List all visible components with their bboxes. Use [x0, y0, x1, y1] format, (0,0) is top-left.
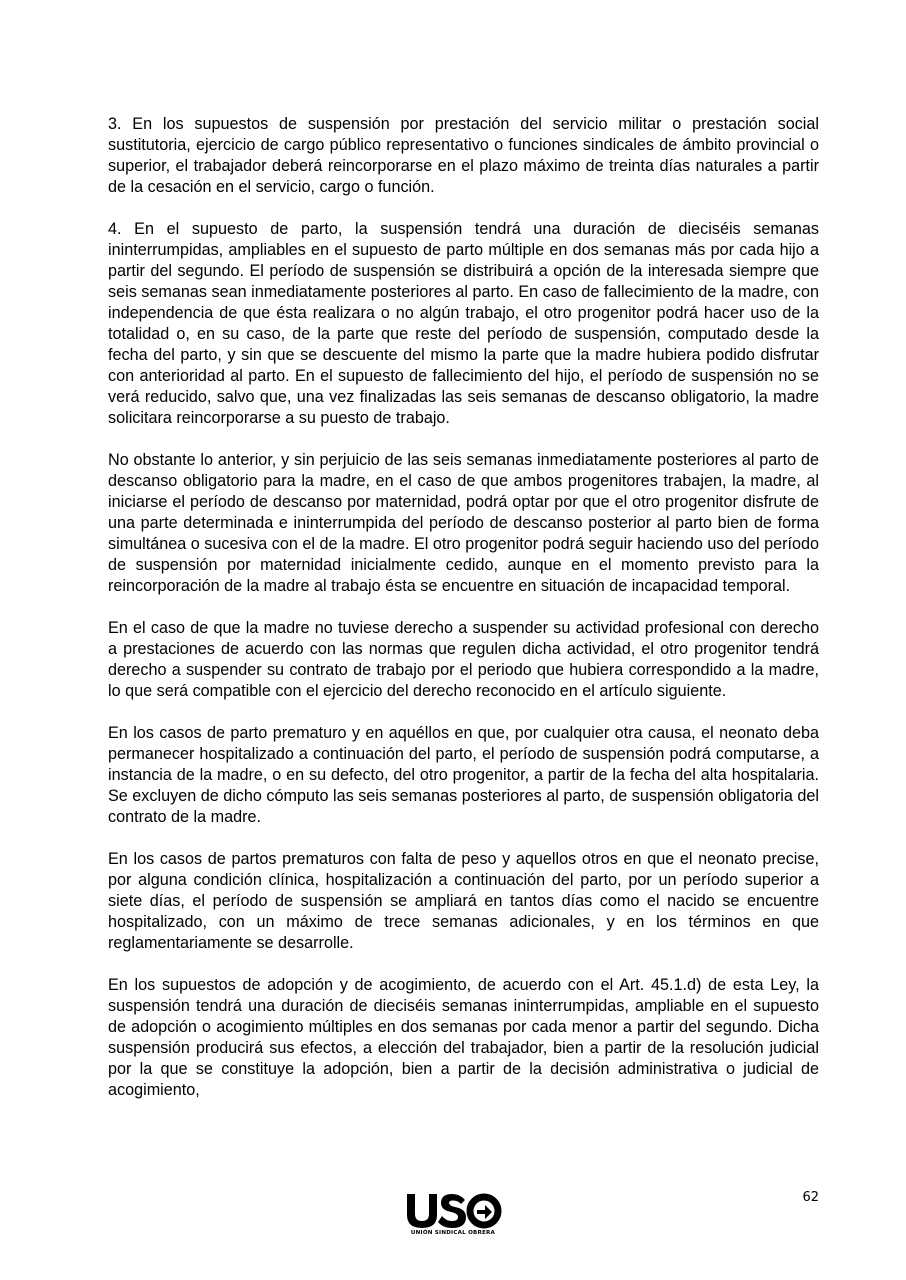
- paragraph-parto-prematuro: En los casos de parto prematuro y en aquéllos en que, por cualquier otra causa, el neonato deba permanecer hospitalizado a continuación del parto, el período de suspensión podrá computarse, a instancia de la madre, o en su defecto, del otro progenitor, a partir de la fecha del alta hospitalaria. Se excluyen de dicho cómputo las seis semanas posteriores al parto, de suspensión obligatoria del contrato de la madre.: [108, 724, 819, 826]
- uso-logo: [401, 1190, 505, 1240]
- paragraph-falta-de-peso: En los casos de partos prematuros con falta de peso y aquellos otros en que el neonato precise, por alguna condición clínica, hospitalización a continuación del parto, por un período superior a siete días, el período de suspensión se ampliará en tantos días como el nacido se encuentre hospitalizado, con un máximo de trece semanas adicionales, y en los términos en que reglamentariamente se desarrolle.: [108, 850, 819, 952]
- paragraph-adopcion: En los supuestos de adopción y de acogimiento, de acuerdo con el Art. 45.1.d) de esta Ley, la suspensión tendrá una duración de dieciséis semanas ininterrumpidas, ampliable en el supuesto de adopción o acogimiento múltiples en dos semanas por cada menor a partir del segundo. Dicha suspensión producirá sus efectos, a elección del trabajador, bien a partir de la resolución judicial por la que se constituye la adopción, bien a partir de la decisión administrativa o judicial de acogimiento,: [108, 976, 819, 1099]
- document-body: [108, 114, 819, 1101]
- paragraph-madre-sin-derecho: En el caso de que la madre no tuviese derecho a suspender su actividad profesional con derecho a prestaciones de acuerdo con las normas que regulen dicha actividad, el otro progenitor tendrá derecho a suspender su contrato de trabajo por el periodo que hubiera correspondido a la madre, lo que será compatible con el ejercicio del derecho reconocido en el artículo siguiente.: [108, 619, 819, 700]
- logo-subtitle: UNIÓN SINDICAL OBRERA: [410, 1230, 496, 1236]
- page-number: 62: [802, 1190, 819, 1205]
- paragraph-3: 3. En los supuestos de suspensión por prestación del servicio militar o prestación social sustitutoria, ejercicio de cargo público representativo o funciones sindicales de ámbito provincial o superior, el trabajador deberá reincorporarse en el plazo máximo de treinta días naturales a partir de la cesación en el servicio, cargo o función.: [108, 115, 819, 196]
- paragraph-no-obstante: No obstante lo anterior, y sin perjuicio de las seis semanas inmediatamente posteriores al parto de descanso obligatorio para la madre, en el caso de que ambos progenitores trabajen, la madre, al iniciarse el período de descanso por maternidad, podrá optar por que el otro progenitor disfrute de una parte determinada e ininterrumpida del período de descanso posterior al parto bien de forma simultánea o sucesiva con el de la madre. El otro progenitor podrá seguir haciendo uso del período de suspensión por maternidad inicialmente cedido, aunque en el momento previsto para la reincorporación de la madre al trabajo ésta se encuentre en situación de incapacidad temporal.: [108, 451, 819, 595]
- paragraph-4: 4. En el supuesto de parto, la suspensión tendrá una duración de dieciséis semanas ininterrumpidas, ampliables en el supuesto de parto múltiple en dos semanas más por cada hijo a partir del segundo. El período de suspensión se distribuirá a opción de la interesada siempre que seis semanas sean inmediatamente posteriores al parto. En caso de fallecimiento de la madre, con independencia de que ésta realizara o no algún trabajo, el otro progenitor podrá hacer uso de la totalidad o, en su caso, de la parte que reste del período de suspensión, computado desde la fecha del parto, y sin que se descuente del mismo la parte que la madre hubiera podido disfrutar con anterioridad al parto. En el supuesto de fallecimiento del hijo, el período de suspensión no se verá reducido, salvo que, una vez finalizadas las seis semanas de descanso obligatorio, la madre solicitara reincorporarse a su puesto de trabajo.: [108, 220, 819, 427]
